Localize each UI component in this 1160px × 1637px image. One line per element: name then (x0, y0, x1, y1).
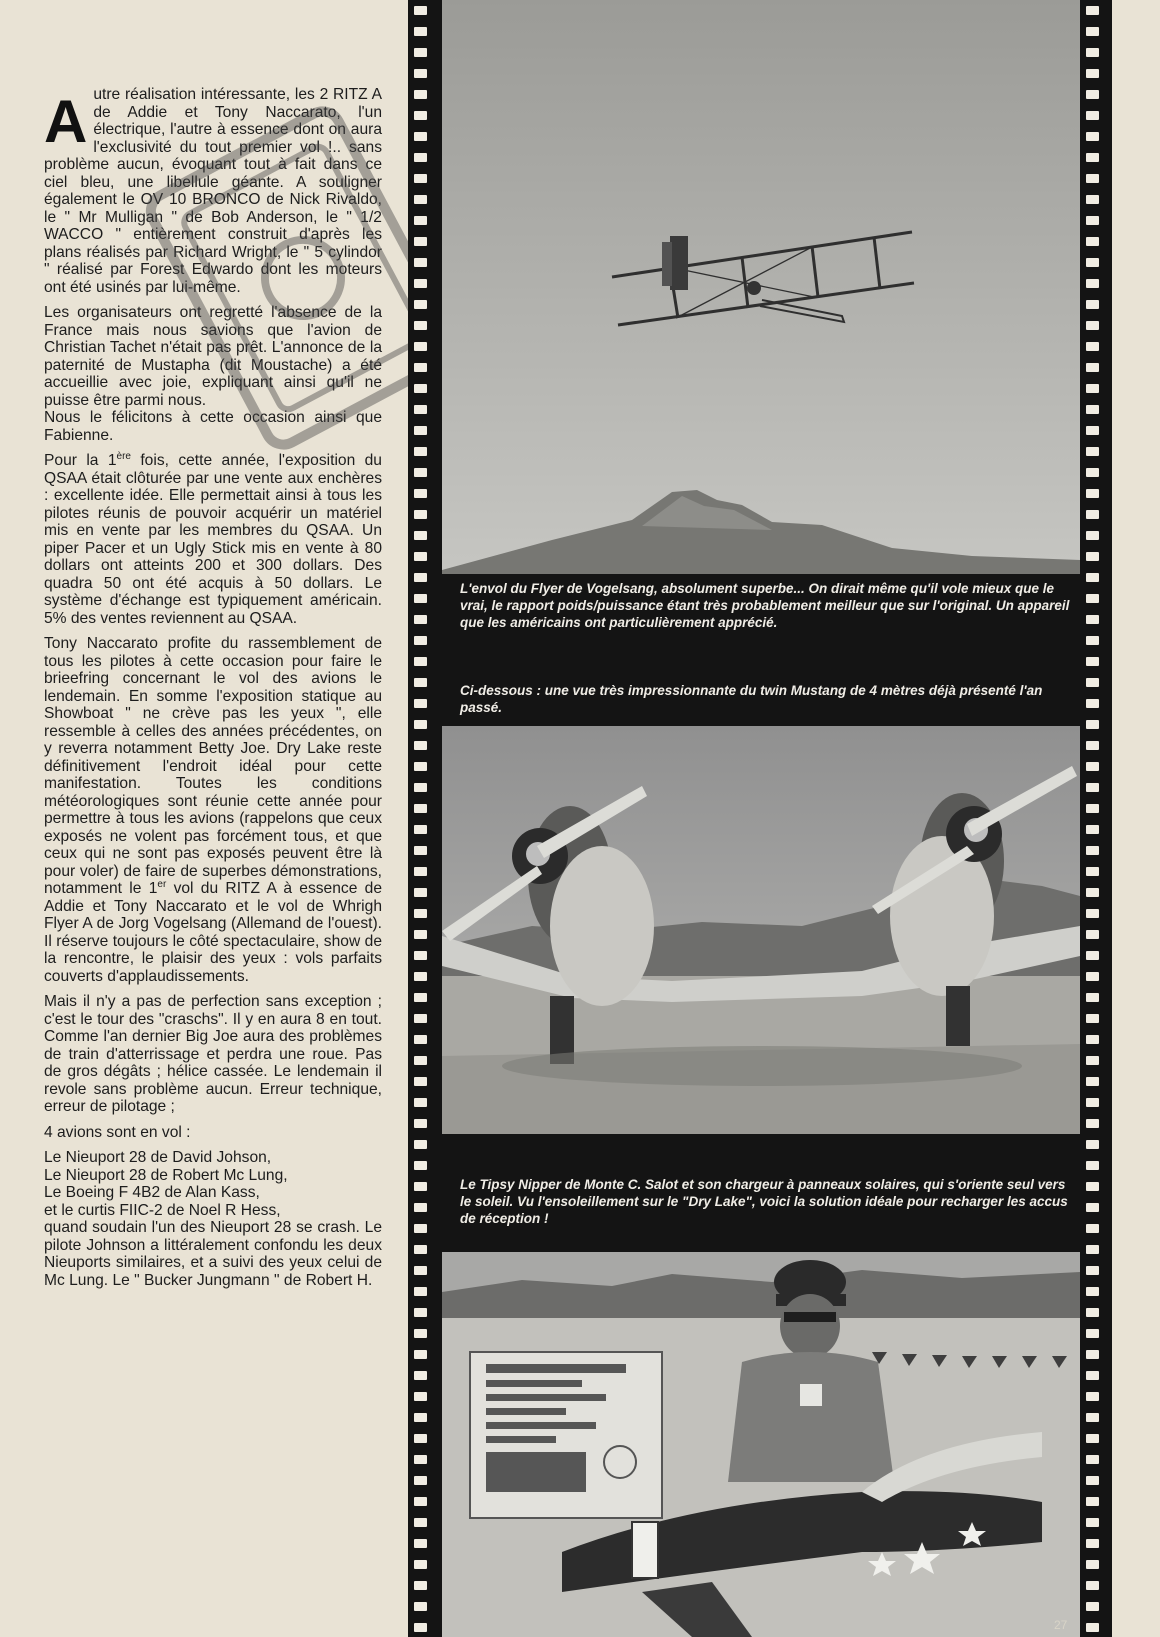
sprocket-hole (1086, 1560, 1099, 1569)
sprocket-hole (414, 1497, 427, 1506)
sprocket-hole (1086, 1161, 1099, 1170)
article-text-column (44, 86, 382, 1297)
sprocket-hole (414, 657, 427, 666)
sprocket-hole (1086, 783, 1099, 792)
paragraph-5-start: Tony Naccarato profite du rassemblement de tous les pilotes à cette occasion pour faire le brieefring concernant le vol des avions le lendemain. En somme l'exposition statique au Showboat " ne crève pas les yeux ", elle ressemble à celles des années précédentes, on y reverra notamment Betty Joe. Dry Lake reste définitivement l'endroit idéal pour cette manifestation. Toutes les conditions météorologiques sont réunie cette année pour permettre à tous les avions (rappelons que ceux exposés ne volent pas forcément tous, et que ceux qui ne sont pas exposés peuvent être là pour voler) de faire de superbes démonstrations, notamment le 1 (44, 635, 382, 897)
sprocket-hole (1086, 1539, 1099, 1548)
sprocket-hole (414, 1434, 427, 1443)
list-item: Le Nieuport 28 de David Johson, (44, 1149, 272, 1166)
sprocket-hole (1086, 1245, 1099, 1254)
aircraft-list (44, 1149, 382, 1219)
sprocket-hole (1086, 720, 1099, 729)
sprocket-hole (1086, 321, 1099, 330)
sprocket-hole (1086, 153, 1099, 162)
sprocket-hole (414, 846, 427, 855)
sprocket-hole (414, 1056, 427, 1065)
sprocket-hole (414, 489, 427, 498)
sprocket-hole (1086, 1434, 1099, 1443)
sprocket-hole (414, 993, 427, 1002)
sprocket-hole (414, 510, 427, 519)
sprocket-hole (414, 699, 427, 708)
sprocket-hole (414, 1392, 427, 1401)
sprocket-hole (1086, 1329, 1099, 1338)
sprocket-hole (414, 1413, 427, 1422)
list-item: et le curtis FIIC-2 de Noel R Hess, (44, 1201, 281, 1219)
sprocket-hole (1086, 1098, 1099, 1107)
sprocket-hole (414, 237, 427, 246)
photo-wright-flyer (442, 0, 1080, 574)
sprocket-hole (414, 1350, 427, 1359)
sprocket-hole (1086, 48, 1099, 57)
sprocket-hole (1086, 279, 1099, 288)
sprocket-hole (414, 1119, 427, 1128)
perforation-column-right (1086, 0, 1106, 1637)
sprocket-hole (1086, 1350, 1099, 1359)
sprocket-hole (1086, 636, 1099, 645)
sprocket-hole (414, 384, 427, 393)
sprocket-hole (414, 27, 427, 36)
sprocket-hole (414, 1518, 427, 1527)
perforation-column-left (414, 0, 434, 1637)
sprocket-hole (414, 1623, 427, 1632)
sprocket-hole (414, 90, 427, 99)
sprocket-hole (414, 1602, 427, 1611)
sprocket-hole (1086, 1581, 1099, 1590)
sprocket-hole (414, 258, 427, 267)
sprocket-hole (414, 678, 427, 687)
sprocket-hole (1086, 825, 1099, 834)
sprocket-hole (414, 342, 427, 351)
sprocket-hole (414, 951, 427, 960)
sprocket-hole (414, 447, 427, 456)
sprocket-hole (414, 888, 427, 897)
sprocket-hole (1086, 888, 1099, 897)
sprocket-hole (414, 111, 427, 120)
sprocket-hole (414, 174, 427, 183)
sprocket-hole (1086, 993, 1099, 1002)
sprocket-hole (1086, 846, 1099, 855)
sprocket-hole (414, 1476, 427, 1485)
sprocket-hole (1086, 90, 1099, 99)
sprocket-hole (414, 741, 427, 750)
sprocket-hole (1086, 762, 1099, 771)
sprocket-hole (1086, 741, 1099, 750)
sprocket-hole (1086, 1119, 1099, 1128)
sprocket-hole (414, 468, 427, 477)
sprocket-hole (414, 132, 427, 141)
sprocket-hole (414, 1161, 427, 1170)
sprocket-hole (414, 1140, 427, 1149)
sprocket-hole (414, 1035, 427, 1044)
sprocket-hole (1086, 1287, 1099, 1296)
sprocket-hole (414, 216, 427, 225)
sprocket-hole (414, 909, 427, 918)
sprocket-hole (414, 1077, 427, 1086)
sprocket-hole (1086, 384, 1099, 393)
sprocket-hole (1086, 867, 1099, 876)
drop-cap: A (44, 88, 88, 155)
paragraph-4-rest: fois, cette année, l'exposition du QSAA était clôturée par une vente aux enchères : excellente idée. Elle permettait ainsi à tous les pilotes réunis de pouvoir acquérir un matériel mis en vente par les membres du QSAA. Un piper Pacer et un Ugly Stick mis en vente à 80 dollars ont atteints 200 et 300 dollars. Des quadra 50 ont été acquis à 50 dollars. Le système d'échange est typiquement américain. 5% des ventes reviennent au QSAA. (44, 452, 382, 627)
sprocket-hole (414, 279, 427, 288)
sprocket-hole (1086, 216, 1099, 225)
sprocket-hole (1086, 594, 1099, 603)
caption-wright-flyer: L'envol du Flyer de Vogelsang, absolument superbe... On dirait même qu'il vole mieux que le vrai, le rapport poids/puissance étant très probablement meilleur que sur l'original. Un appareil que les américains ont particulièrement apprécié. (460, 581, 1070, 630)
sprocket-hole (1086, 1413, 1099, 1422)
sprocket-hole (1086, 1623, 1099, 1632)
sprocket-hole (1086, 1602, 1099, 1611)
paragraph-7: 4 avions sont en vol : (44, 1123, 191, 1141)
sprocket-hole (414, 1581, 427, 1590)
sprocket-hole (1086, 1203, 1099, 1212)
sprocket-hole (1086, 1182, 1099, 1191)
paragraph-2: Les organisateurs ont regretté l'absence de la France mais nous savions que l'avion de Christian Tachet n'était pas prêt. L'annonce de la paternité de Mustapha (dit Moustache) a été accueillie avec joie, expliquant ainsi qu'il ne puisse être parmi nous. (44, 304, 382, 409)
sprocket-hole (414, 1308, 427, 1317)
sprocket-hole (414, 1371, 427, 1380)
paragraph-8: quand soudain l'un des Nieuport 28 se crash. Le pilote Johnson a littéralement confondu les deux Nieuports similaires, et a suivi des yeux celui de Mc Lung. Le " Bucker Jungmann " de Robert H. (44, 1219, 382, 1289)
sprocket-hole (1086, 909, 1099, 918)
sprocket-hole (1086, 678, 1099, 687)
sprocket-hole (414, 1329, 427, 1338)
sprocket-hole (1086, 1371, 1099, 1380)
sprocket-hole (1086, 1476, 1099, 1485)
sprocket-hole (1086, 657, 1099, 666)
sprocket-hole (414, 1182, 427, 1191)
sprocket-hole (1086, 300, 1099, 309)
sprocket-hole (1086, 1308, 1099, 1317)
sprocket-hole (414, 1455, 427, 1464)
sprocket-hole (414, 1560, 427, 1569)
sprocket-hole (414, 867, 427, 876)
sprocket-hole (414, 531, 427, 540)
sprocket-hole (1086, 573, 1099, 582)
sprocket-hole (1086, 1140, 1099, 1149)
sprocket-hole (414, 972, 427, 981)
sprocket-hole (1086, 1035, 1099, 1044)
sprocket-hole (1086, 510, 1099, 519)
sprocket-hole (1086, 615, 1099, 624)
paragraph-3: Nous le félicitons à cette occasion ainsi que Fabienne. (44, 409, 382, 444)
sprocket-hole (1086, 363, 1099, 372)
sprocket-hole (1086, 468, 1099, 477)
sprocket-hole (414, 153, 427, 162)
sprocket-hole (1086, 342, 1099, 351)
film-strip (408, 0, 1112, 1637)
sprocket-hole (414, 1203, 427, 1212)
sprocket-hole (414, 405, 427, 414)
sprocket-hole (414, 1287, 427, 1296)
sprocket-hole (1086, 531, 1099, 540)
sprocket-hole (414, 615, 427, 624)
sprocket-hole (1086, 27, 1099, 36)
sprocket-hole (1086, 930, 1099, 939)
list-item: Le Boeing F 4B2 de Alan Kass, (44, 1184, 260, 1201)
sprocket-hole (414, 930, 427, 939)
sprocket-hole (414, 762, 427, 771)
sprocket-hole (1086, 174, 1099, 183)
sprocket-hole (1086, 804, 1099, 813)
sprocket-hole (1086, 1056, 1099, 1065)
sprocket-hole (1086, 1392, 1099, 1401)
sprocket-hole (1086, 489, 1099, 498)
list-item: Le Nieuport 28 de Robert Mc Lung, (44, 1166, 288, 1184)
sprocket-hole (1086, 1497, 1099, 1506)
sprocket-hole (1086, 1518, 1099, 1527)
caption-twin-mustang: Ci-dessous : une vue très impressionnante du twin Mustang de 4 mètres déjà présenté l'an passé. (460, 683, 1043, 715)
sprocket-hole (1086, 6, 1099, 15)
sprocket-hole (1086, 951, 1099, 960)
sprocket-hole (1086, 447, 1099, 456)
sprocket-hole (1086, 1014, 1099, 1023)
sprocket-hole (414, 825, 427, 834)
sprocket-hole (414, 783, 427, 792)
sprocket-hole (1086, 699, 1099, 708)
photo-twin-mustang (442, 726, 1080, 1134)
caption-tipsy-nipper: Le Tipsy Nipper de Monte C. Salot et son chargeur à panneaux solaires, qui s'oriente seul vers le soleil. Vu l'ensoleillement sur le "Dry Lake", voici la solution idéale pour recharger les accus de réception ! (460, 1177, 1068, 1226)
sprocket-hole (1086, 426, 1099, 435)
sprocket-hole (1086, 258, 1099, 267)
sprocket-hole (414, 552, 427, 561)
sprocket-hole (414, 321, 427, 330)
sprocket-hole (414, 1539, 427, 1548)
page-number: 27 (1054, 1618, 1068, 1632)
sprocket-hole (414, 804, 427, 813)
sprocket-hole (1086, 552, 1099, 561)
sprocket-hole (414, 6, 427, 15)
sprocket-hole (1086, 237, 1099, 246)
sprocket-hole (1086, 132, 1099, 141)
paragraph-1: utre réalisation intéressante, les 2 RITZ A de Addie et Tony Naccarato, l'un électrique, l'autre à essence dont on aura l'exclusivité du tout premier vol !.. sans problème aucun, évoquant tout à fait dans ce ciel bleu, une libellule géante. A souligner également le OV 10 BRONCO de Nick Rivaldo, le " Mr Mulligan " de Bob Anderson, le " 1/2 WACCO " entièrement construit d'après les plans réalisés par Richard Wright, le " 5 cylindor " réalisé par Forest Edwardo dont les moteurs ont été usinés par lui-même. (44, 86, 382, 296)
sprocket-hole (1086, 972, 1099, 981)
sprocket-hole (414, 69, 427, 78)
sprocket-hole (414, 1245, 427, 1254)
ordinal-suffix: er (157, 878, 167, 890)
sprocket-hole (1086, 1224, 1099, 1233)
sprocket-hole (1086, 1266, 1099, 1275)
sprocket-hole (1086, 111, 1099, 120)
paragraph-5-rest: vol du RITZ A à essence de Addie et Tony Naccarato et le vol de Whrigh Flyer A de Jorg Vogelsang (Allemand de l'ouest). Il réserve toujours le côté spectaculaire, show de la rencontre, le plaisir des yeux : vols parfaits couverts d'applaudissements. (44, 880, 382, 985)
sprocket-hole (414, 363, 427, 372)
photo-tipsy-nipper (442, 1252, 1080, 1637)
sprocket-hole (1086, 195, 1099, 204)
sprocket-hole (414, 636, 427, 645)
sprocket-hole (1086, 1455, 1099, 1464)
sprocket-hole (414, 720, 427, 729)
paragraph-4-start: Pour la 1 (44, 452, 117, 469)
sprocket-hole (414, 1098, 427, 1107)
sprocket-hole (414, 1014, 427, 1023)
sprocket-hole (414, 573, 427, 582)
sprocket-hole (414, 48, 427, 57)
sprocket-hole (414, 195, 427, 204)
sprocket-hole (1086, 69, 1099, 78)
sprocket-hole (414, 1224, 427, 1233)
paragraph-6: Mais il n'y a pas de perfection sans exception ; c'est le tour des "craschs". Il y en aura 8 en tout. Comme l'an dernier Big Joe aura des problèmes de train d'atterrissage et perdra une roue. Pas de gros dégâts ; hélice cassée. Le lendemain il revole sans problème aucun. Erreur technique, erreur de pilotage ; (44, 993, 382, 1115)
sprocket-hole (414, 594, 427, 603)
sprocket-hole (414, 426, 427, 435)
sprocket-hole (414, 300, 427, 309)
sprocket-hole (414, 1266, 427, 1275)
sprocket-hole (1086, 405, 1099, 414)
ordinal-suffix: ère (116, 450, 131, 462)
sprocket-hole (1086, 1077, 1099, 1086)
